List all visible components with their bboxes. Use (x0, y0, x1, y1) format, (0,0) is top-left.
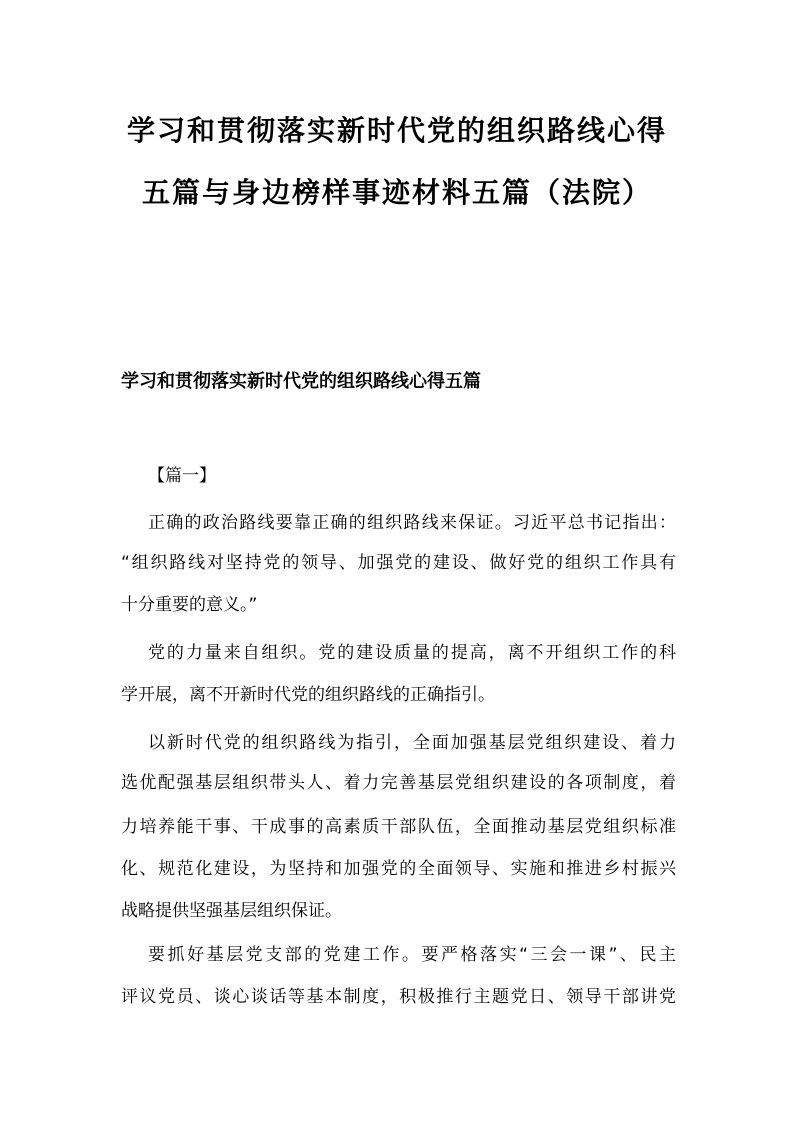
body-line: 评议党员、谈心谈话等基本制度，积极推行主题党日、领导干部讲党 (121, 987, 676, 1007)
body-line: 以新时代党的组织路线为指引，全面加强基层党组织建设、着力 (148, 733, 676, 753)
body-line: 战略提供坚强基层组织保证。 (121, 901, 342, 921)
part-label: 【篇一】 (148, 466, 216, 486)
body-line: 十分重要的意义。” (121, 595, 258, 615)
body-line: 化、规范化建设，为坚持和加强党的全面领导、实施和推进乡村振兴 (121, 859, 676, 879)
body-line: 正确的政治路线要靠正确的组织路线来保证。习近平总书记指出： (148, 513, 676, 533)
body-line: 力培养能干事、干成事的高素质干部队伍，全面推动基层党组织标准 (121, 817, 676, 837)
body-line: 选优配强基层组织带头人、着力完善基层党组织建设的各项制度，着 (121, 773, 676, 793)
section-heading: 学习和贯彻落实新时代党的组织路线心得五篇 (121, 371, 481, 392)
body-line: 要抓好基层党支部的党建工作。要严格落实“三会一课”、民主 (148, 945, 676, 965)
body-line: 党的力量来自组织。党的建设质量的提高，离不开组织工作的科 (148, 643, 676, 663)
document-title-line-1: 学习和贯彻落实新时代党的组织路线心得 (126, 114, 667, 147)
body-line: “组织路线对坚持党的领导、加强党的建设、做好党的组织工作具有 (121, 553, 676, 573)
body-line: 学开展，离不开新时代党的组织路线的正确指引。 (121, 685, 495, 705)
document-title-line-2: 五篇与身边榜样事迹材料五篇（法院） (141, 176, 652, 209)
